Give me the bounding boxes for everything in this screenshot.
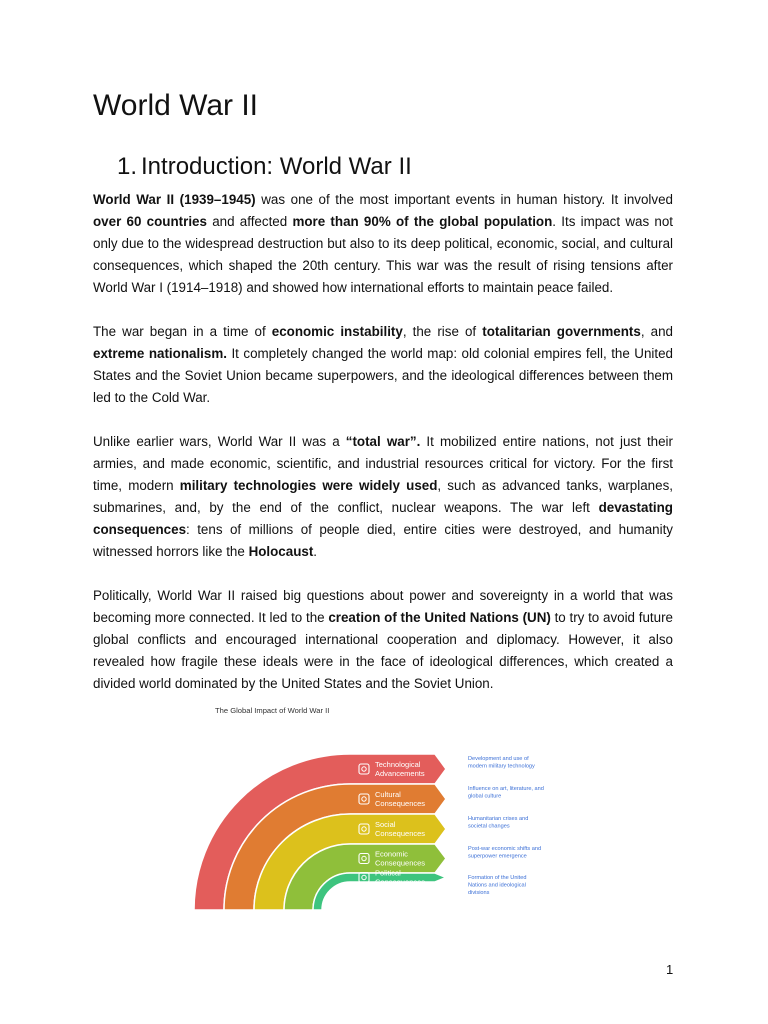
band-label: Consequences xyxy=(375,799,426,808)
band-description: Humanitarian crises and xyxy=(468,816,529,822)
section-heading xyxy=(117,151,412,183)
bold-text: extreme nationalism. xyxy=(93,346,227,361)
paragraph xyxy=(93,431,673,563)
bold-text: military technologies were widely used xyxy=(179,478,438,493)
band-label: Political xyxy=(375,868,401,878)
impact-diagram xyxy=(95,702,544,917)
bold-text: Holocaust xyxy=(248,544,314,559)
band-description: Development and use of xyxy=(468,756,529,762)
band-label: Advancements xyxy=(375,769,425,778)
section-number: 1. xyxy=(117,153,138,180)
band-description: superpower emergence xyxy=(468,853,527,860)
band-description: Post-war economic shifts and xyxy=(468,846,542,852)
text-run: . xyxy=(313,544,318,559)
body-text xyxy=(93,189,673,717)
band-label: Cultural xyxy=(375,790,401,799)
band-label: Consequences xyxy=(375,858,426,868)
paragraph xyxy=(93,189,673,299)
text-run: Unlike earlier wars, World War II was a xyxy=(93,434,346,449)
text-run: to try to avoid future global conflicts and encouraged international cooperation and diplomacy. However, it also revealed how fragile these ideals were in the face of ideological differences, which created a divided world dominated by the United States and the Soviet Union. xyxy=(93,610,673,691)
diagram-title: The Global Impact of World War II xyxy=(215,706,330,715)
text-run: was one of the most important events in human history. It involved xyxy=(255,192,673,207)
band-label: Consequences xyxy=(375,877,426,887)
band-description: Nations and ideological xyxy=(468,882,526,889)
text-run: It completely changed the world map: old colonial empires fell, the United States and the Soviet Union became superpowers, and the ideological differences between them led to the Cold War. xyxy=(93,346,674,405)
bold-text: “total war”. xyxy=(345,434,421,449)
band-description: societal changes xyxy=(468,823,510,830)
text-run: and affected xyxy=(206,214,293,229)
band-description: divisions xyxy=(468,890,490,896)
band-label: Consequences xyxy=(375,829,426,838)
bold-text: devastating consequences xyxy=(93,500,673,537)
text-run: , and xyxy=(640,324,673,339)
band-description: modern military technology xyxy=(468,763,535,770)
text-run: . Its impact was not only due to the widespread destruction but also to its deep political, economic, social, and cultural consequences, which shaped the 20th century. This war was the result of rising tensions after World War I (1914–1918) and showed how international efforts to maintain peace failed. xyxy=(93,214,673,295)
document-title: World War II xyxy=(93,89,259,122)
band-label: Economic xyxy=(375,849,408,859)
bold-text: economic instability xyxy=(271,324,403,339)
text-run: , the rise of xyxy=(402,324,483,339)
section-heading-text: Introduction: World War II xyxy=(141,153,412,180)
text-run: The war began in a time of xyxy=(93,324,272,339)
text-run: It mobilized entire nations, not just their armies, and made economic, scientific, and industrial resources critical for victory. For the first time, modern xyxy=(93,434,673,493)
bold-text: World War II (1939–1945) xyxy=(93,192,256,207)
text-run: Politically, World War II raised big questions about power and sovereignty in a world that was becoming more connected. It led to the xyxy=(93,588,673,625)
bold-text: over 60 countries xyxy=(93,214,207,229)
bold-text: more than 90% of the global population xyxy=(292,214,553,229)
paragraph xyxy=(93,321,673,409)
rainbow-diagram xyxy=(95,702,544,917)
band-description: global culture xyxy=(468,793,502,800)
bold-text: creation of the United Nations (UN) xyxy=(328,610,551,625)
bold-text: totalitarian governments xyxy=(482,324,641,339)
text-run: : tens of millions of people died, entire cities were destroyed, and humanity witnessed horrors like the xyxy=(93,522,673,559)
band-label: Technological xyxy=(375,760,421,769)
paragraph xyxy=(93,585,673,695)
band-description: Formation of the United xyxy=(468,875,527,881)
text-run: , such as advanced tanks, warplanes, submarines, and, by the end of the conflict, nuclear weapons. The war left xyxy=(93,478,673,515)
page-number: 1 xyxy=(666,962,674,977)
band-description: Influence on art, literature, and xyxy=(468,786,544,792)
band-label: Social xyxy=(375,820,396,829)
